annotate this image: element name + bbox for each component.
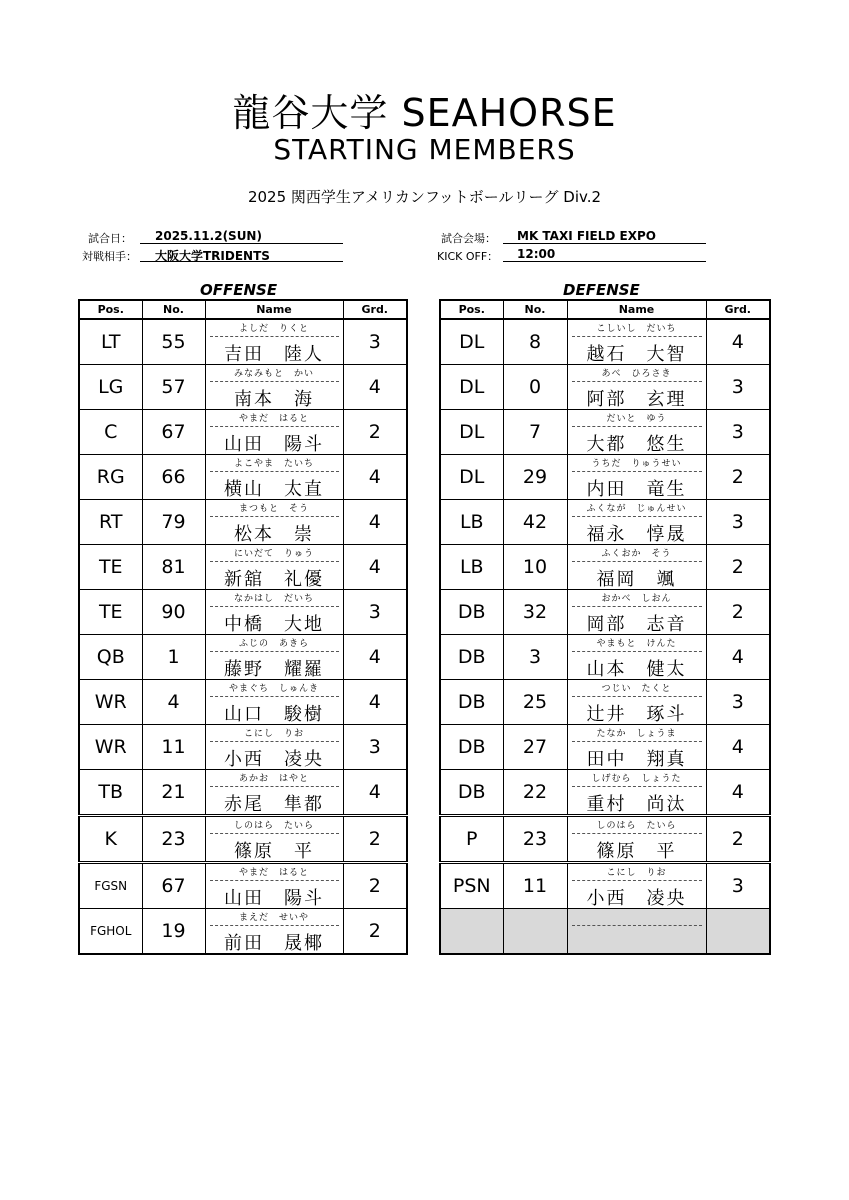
col-grade: Grd. <box>706 300 770 319</box>
table-row <box>79 909 407 955</box>
name-reading: やまだ はると <box>238 414 309 424</box>
reading-divider <box>572 606 702 607</box>
name-reading: こにし りお <box>606 868 667 878</box>
name-cell <box>567 500 706 545</box>
player-name: 小西 凌央 <box>586 888 687 909</box>
col-pos: Pos. <box>440 300 503 319</box>
reading-divider <box>572 471 702 472</box>
table-row <box>79 590 407 635</box>
table-row <box>440 319 770 365</box>
player-name: 福永 惇晟 <box>586 524 687 545</box>
grade-cell: 4 <box>706 725 770 770</box>
number-cell: 7 <box>503 410 567 455</box>
reading-divider <box>210 696 339 697</box>
position-cell: RT <box>79 500 142 545</box>
player-name: 福岡 颯 <box>596 569 677 590</box>
name-reading: みなみもと かい <box>233 369 314 379</box>
player-name: 新舘 礼優 <box>224 569 324 590</box>
position-cell: DB <box>440 770 503 816</box>
name-cell <box>567 365 706 410</box>
name-cell <box>567 319 706 365</box>
name-cell <box>205 909 343 955</box>
number-cell: 11 <box>142 725 205 770</box>
number-cell: 19 <box>142 909 205 955</box>
grade-cell: 4 <box>343 455 407 500</box>
number-cell: 21 <box>142 770 205 816</box>
position-cell: WR <box>79 725 142 770</box>
player-name: 中橋 大地 <box>224 614 324 635</box>
grade-cell: 3 <box>343 590 407 635</box>
reading-divider <box>572 741 702 742</box>
position-cell: WR <box>79 680 142 725</box>
player-name: 越石 大智 <box>586 344 687 365</box>
number-cell: 0 <box>503 365 567 410</box>
number-cell: 10 <box>503 545 567 590</box>
reading-divider <box>572 426 702 427</box>
table-row <box>440 500 770 545</box>
position-cell: TE <box>79 545 142 590</box>
grade-cell: 4 <box>343 680 407 725</box>
col-name: Name <box>567 300 706 319</box>
offense-table <box>78 299 408 955</box>
player-name: 藤野 耀羅 <box>224 659 324 680</box>
reading-divider <box>572 833 702 834</box>
table-row <box>79 365 407 410</box>
grade-cell: 4 <box>343 770 407 816</box>
page-subtitle: STARTING MEMBERS <box>273 133 576 166</box>
table-row <box>79 725 407 770</box>
grade-cell: 2 <box>706 545 770 590</box>
position-cell: DB <box>440 635 503 680</box>
number-cell: 67 <box>142 863 205 909</box>
name-cell <box>567 863 706 909</box>
number-cell: 25 <box>503 680 567 725</box>
name-cell <box>567 545 706 590</box>
position-cell: DL <box>440 319 503 365</box>
name-reading: つじい たくと <box>601 684 672 694</box>
position-cell: LT <box>79 319 142 365</box>
number-cell: 23 <box>503 816 567 863</box>
name-cell <box>567 635 706 680</box>
table-row <box>79 410 407 455</box>
grade-cell: 3 <box>343 319 407 365</box>
number-cell: 1 <box>142 635 205 680</box>
table-row <box>440 455 770 500</box>
table-row <box>440 725 770 770</box>
player-name: 赤尾 隼都 <box>224 794 324 815</box>
name-reading: まつもと そう <box>238 504 309 514</box>
reading-divider <box>210 561 339 562</box>
reading-divider <box>210 381 339 382</box>
venue-label: 試合会場： <box>441 232 496 245</box>
name-cell <box>567 680 706 725</box>
name-reading: あべ ひろさき <box>601 369 672 379</box>
table-row <box>440 770 770 816</box>
table-row <box>440 410 770 455</box>
name-reading: こしいし だいち <box>596 324 677 334</box>
grade-cell: 3 <box>706 410 770 455</box>
name-reading: だいと ゆう <box>606 414 667 424</box>
number-cell: 90 <box>142 590 205 635</box>
date-label: 試合日： <box>88 232 132 245</box>
table-row <box>440 863 770 909</box>
position-cell: LB <box>440 545 503 590</box>
table-row <box>79 863 407 909</box>
table-row <box>440 545 770 590</box>
name-cell <box>205 590 343 635</box>
table-row <box>440 635 770 680</box>
grade-cell: 2 <box>343 863 407 909</box>
table-row <box>79 816 407 863</box>
player-name: 篠原 平 <box>596 841 677 862</box>
table-row <box>79 545 407 590</box>
position-cell: QB <box>79 635 142 680</box>
reading-divider <box>572 696 702 697</box>
number-cell: 57 <box>142 365 205 410</box>
name-cell <box>205 455 343 500</box>
name-reading: よこやま たいち <box>233 459 314 469</box>
opponent-value: 大阪大学TRIDENTS <box>155 249 270 263</box>
table-row <box>440 365 770 410</box>
name-cell <box>205 680 343 725</box>
number-cell: 67 <box>142 410 205 455</box>
name-reading: まえだ せいや <box>238 913 309 923</box>
grade-cell: 3 <box>706 680 770 725</box>
reading-divider <box>210 336 339 337</box>
name-reading: やまもと けんた <box>596 639 677 649</box>
name-cell <box>567 770 706 816</box>
table-row <box>79 319 407 365</box>
name-reading: しのはら たいら <box>233 821 314 831</box>
grade-cell: 2 <box>706 455 770 500</box>
name-reading: ふくおか そう <box>601 549 672 559</box>
reading-divider <box>572 786 702 787</box>
name-cell <box>205 410 343 455</box>
grade-cell: 4 <box>706 635 770 680</box>
name-reading: あかお はやと <box>238 774 309 784</box>
reading-divider <box>210 786 339 787</box>
name-cell <box>205 770 343 816</box>
name-cell <box>205 545 343 590</box>
team-title: 龍谷大学 SEAHORSE <box>232 91 617 135</box>
name-cell <box>205 365 343 410</box>
reading-divider <box>210 925 339 926</box>
kickoff-value: 12:00 <box>517 247 556 261</box>
col-name: Name <box>205 300 343 319</box>
opponent-underline <box>140 261 343 262</box>
name-cell <box>205 816 343 863</box>
player-name: 重村 尚汰 <box>586 794 687 815</box>
name-cell <box>567 590 706 635</box>
name-cell <box>567 909 706 955</box>
name-reading: やまぐち しゅんき <box>228 684 319 694</box>
reading-divider <box>572 561 702 562</box>
grade-cell: 4 <box>706 319 770 365</box>
grade-cell: 2 <box>343 909 407 955</box>
position-cell: RG <box>79 455 142 500</box>
col-pos: Pos. <box>79 300 142 319</box>
name-cell <box>205 863 343 909</box>
grade-cell: 3 <box>706 863 770 909</box>
name-cell <box>205 725 343 770</box>
grade-cell: 3 <box>706 500 770 545</box>
reading-divider <box>210 833 339 834</box>
table-row <box>79 770 407 816</box>
position-cell: DB <box>440 590 503 635</box>
position-cell: PSN <box>440 863 503 909</box>
player-name: 山口 駿樹 <box>224 704 324 725</box>
reading-divider <box>572 925 702 926</box>
table-row <box>440 590 770 635</box>
table-row <box>79 680 407 725</box>
col-grade: Grd. <box>343 300 407 319</box>
name-reading: ふじの あきら <box>238 639 309 649</box>
name-reading: しげむら しょうた <box>591 774 682 784</box>
player-name: 山田 陽斗 <box>224 888 324 909</box>
player-name: 前田 晟椰 <box>224 933 324 954</box>
position-cell: FGSN <box>79 863 142 909</box>
player-name: 横山 太直 <box>224 479 324 500</box>
position-cell: P <box>440 816 503 863</box>
position-cell: C <box>79 410 142 455</box>
reading-divider <box>210 516 339 517</box>
player-name: 内田 竜生 <box>586 479 687 500</box>
grade-cell: 2 <box>343 816 407 863</box>
position-cell: TB <box>79 770 142 816</box>
name-reading: たなか しょうま <box>596 729 677 739</box>
name-cell <box>567 816 706 863</box>
name-reading: こにし りお <box>243 729 304 739</box>
number-cell: 55 <box>142 319 205 365</box>
venue-underline <box>503 243 706 244</box>
name-reading: よしだ りくと <box>238 324 309 334</box>
defense-table <box>439 299 771 955</box>
player-name: 山田 陽斗 <box>224 434 324 455</box>
name-reading: うちだ りゅうせい <box>591 459 682 469</box>
player-name: 辻井 琢斗 <box>586 704 687 725</box>
number-cell: 32 <box>503 590 567 635</box>
reading-divider <box>210 741 339 742</box>
reading-divider <box>210 606 339 607</box>
name-reading: なかはし だいち <box>233 594 314 604</box>
name-reading: ふくなが じゅんせい <box>586 504 687 514</box>
table-row <box>440 816 770 863</box>
reading-divider <box>210 471 339 472</box>
player-name: 岡部 志音 <box>586 614 687 635</box>
grade-cell: 2 <box>706 816 770 863</box>
player-name: 松本 崇 <box>234 524 314 545</box>
number-cell: 27 <box>503 725 567 770</box>
position-cell: TE <box>79 590 142 635</box>
player-name: 南本 海 <box>234 389 314 410</box>
name-cell <box>205 319 343 365</box>
number-cell: 42 <box>503 500 567 545</box>
number-cell: 29 <box>503 455 567 500</box>
grade-cell: 4 <box>343 365 407 410</box>
grade-cell: 4 <box>343 635 407 680</box>
number-cell: 23 <box>142 816 205 863</box>
grade-cell: 4 <box>343 500 407 545</box>
reading-divider <box>210 880 339 881</box>
reading-divider <box>210 651 339 652</box>
kickoff-label: KICK OFF： <box>437 250 499 263</box>
position-cell: LG <box>79 365 142 410</box>
position-cell <box>440 909 503 955</box>
reading-divider <box>572 651 702 652</box>
position-cell: LB <box>440 500 503 545</box>
player-name: 大都 悠生 <box>586 434 687 455</box>
name-cell <box>205 500 343 545</box>
name-cell <box>567 410 706 455</box>
position-cell: K <box>79 816 142 863</box>
reading-divider <box>572 381 702 382</box>
defense-heading: DEFENSE <box>563 281 640 299</box>
number-cell: 66 <box>142 455 205 500</box>
position-cell: DB <box>440 680 503 725</box>
col-no: No. <box>142 300 205 319</box>
player-name: 篠原 平 <box>234 841 314 862</box>
player-name: 吉田 陸人 <box>224 344 324 365</box>
grade-cell: 4 <box>706 770 770 816</box>
position-cell: DL <box>440 410 503 455</box>
name-cell <box>205 635 343 680</box>
reading-divider <box>572 516 702 517</box>
date-value: 2025.11.2(SUN) <box>155 229 262 243</box>
name-cell <box>567 455 706 500</box>
name-reading: しのはら たいら <box>596 821 677 831</box>
player-name: 田中 翔真 <box>586 749 687 770</box>
position-cell: DL <box>440 365 503 410</box>
grade-cell: 3 <box>343 725 407 770</box>
number-cell <box>503 909 567 955</box>
table-row <box>440 680 770 725</box>
position-cell: DL <box>440 455 503 500</box>
name-cell <box>567 725 706 770</box>
number-cell: 79 <box>142 500 205 545</box>
opponent-label: 対戦相手： <box>82 250 137 263</box>
grade-cell: 3 <box>706 365 770 410</box>
grade-cell: 4 <box>343 545 407 590</box>
number-cell: 8 <box>503 319 567 365</box>
number-cell: 3 <box>503 635 567 680</box>
position-cell: DB <box>440 725 503 770</box>
number-cell: 22 <box>503 770 567 816</box>
kickoff-underline <box>503 261 706 262</box>
table-row <box>440 909 770 955</box>
reading-divider <box>210 426 339 427</box>
player-name: 小西 凌央 <box>224 749 324 770</box>
name-reading: やまだ はると <box>238 868 309 878</box>
number-cell: 11 <box>503 863 567 909</box>
league-name: 2025 関西学生アメリカンフットボールリーグ Div.2 <box>247 188 602 206</box>
player-name: 山本 健太 <box>586 659 687 680</box>
grade-cell: 2 <box>343 410 407 455</box>
offense-heading: OFFENSE <box>200 281 278 299</box>
col-no: No. <box>503 300 567 319</box>
name-reading: にいだて りゅう <box>233 549 314 559</box>
grade-cell <box>706 909 770 955</box>
table-row <box>79 500 407 545</box>
table-row <box>79 455 407 500</box>
reading-divider <box>572 880 702 881</box>
grade-cell: 2 <box>706 590 770 635</box>
name-reading: おかべ しおん <box>601 594 672 604</box>
number-cell: 81 <box>142 545 205 590</box>
reading-divider <box>572 336 702 337</box>
table-row <box>79 635 407 680</box>
player-name: 阿部 玄理 <box>586 389 687 410</box>
number-cell: 4 <box>142 680 205 725</box>
venue-value: MK TAXI FIELD EXPO <box>517 229 656 243</box>
date-underline <box>140 243 343 244</box>
position-cell: FGHOL <box>79 909 142 955</box>
